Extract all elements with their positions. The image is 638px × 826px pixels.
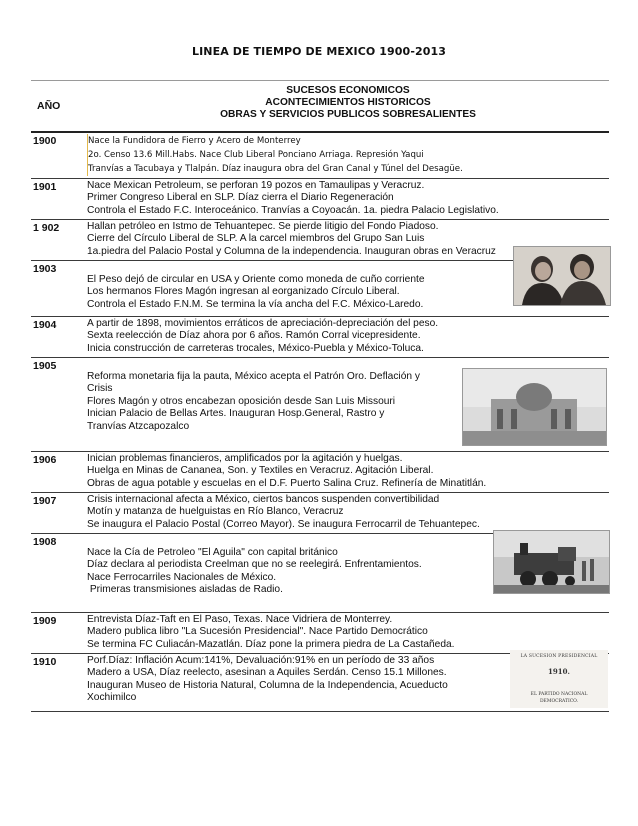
row-year: 1903 bbox=[31, 260, 87, 316]
row-year: 1910 bbox=[31, 653, 87, 711]
book-cover-title: LA SUCESION PRESIDENCIAL bbox=[520, 654, 598, 659]
row-description: El Peso dejó de circular en USA y Oriente como moneda de cuño corriente Los hermanos Flores Magón ingresan al eorganizado Círculo Liberal. Controla el Estado F.N.M. Se termina la vía ancha del F.C. México-Laredo. bbox=[87, 260, 609, 316]
document-title: LINEA DE TIEMPO DE MEXICO 1900-2013 bbox=[192, 45, 446, 58]
row-description: Entrevista Díaz-Taft en El Paso, Texas. Nace Vidriera de Monterrey. Madero publica libro "La Sucesión Presidencial". Nace Partido Democrático Se termina FC Culiacán-Mazatlán. Díaz pone la primera piedra de La Castañeda. bbox=[87, 612, 609, 653]
table-header bbox=[31, 81, 609, 133]
row-year: 1900 bbox=[31, 132, 87, 178]
book-cover-party: EL PARTIDO NACIONAL bbox=[530, 692, 588, 697]
events-column-header: SUCESOS ECONOMICOS ACONTECIMIENTOS HISTORICOS OBRAS Y SERVICIOS PUBLICOS SOBRESALIENTES bbox=[87, 81, 609, 133]
bellas-artes-photo bbox=[462, 368, 607, 446]
row-description: Nace la Cía de Petroleo "El Aguila" con capital británico Díaz declara al periodista Creelman que no se reelegirá. Enfrentamientos. Nace Ferrocarriles Nacionales de México. Primeras transmisiones aisladas de Radio. bbox=[87, 533, 609, 612]
timeline-row-1906 bbox=[31, 451, 609, 492]
row-year: 1901 bbox=[31, 178, 87, 219]
locomotive-photo bbox=[493, 530, 610, 594]
timeline-row-1909 bbox=[31, 612, 609, 653]
timeline-row-1904 bbox=[31, 316, 609, 357]
row-year: 1904 bbox=[31, 316, 87, 357]
row-year: 1908 bbox=[31, 533, 87, 612]
row-description: Hallan petróleo en Istmo de Tehuantepec. Se pierde litigio del Fondo Piadoso. Cierre del Círculo Liberal de SLP. A la carcel miembros del Grupo San Luis 1a.piedra del Palacio Postal y Columna de la independencia. Inauguran obras en Veracruz bbox=[87, 219, 609, 260]
timeline-row-1901 bbox=[31, 178, 609, 219]
row-year: 1909 bbox=[31, 612, 87, 653]
row-description: Inician problemas financieros, amplificados por la agitación y huelgas. Huelga en Minas de Cananea, Son. y Textiles en Veracruz. Agitación Liberal. Obras de agua potable y escuelas en el D.F. Puerto Salina Cruz. Refinería de Minatitlán. bbox=[87, 451, 609, 492]
row-description: Reforma monetaria fija la pauta, México acepta el Patrón Oro. Deflación y Crisis Flores Magón y otros encabezan oposición desde San Luis Missouri Inician Palacio de Bellas Artes. Inauguran Hosp.General, Rastro y Tranvías Atzcapozalco bbox=[87, 357, 609, 451]
book-cover-party-2: DEMOCRATICO. bbox=[539, 699, 579, 704]
timeline-row-1900 bbox=[31, 132, 609, 178]
row-description: Nace la Fundidora de Fierro y Acero de Monterrey 2o. Censo 13.6 Mill.Habs. Nace Club Liberal Ponciano Arriaga. Represión Yaqui Tranvías a Tacubaya y Tlalpán. Díaz inaugura obra del Gran Canal y Túnel del Desagüe. bbox=[87, 132, 609, 178]
row-year: 1907 bbox=[31, 492, 87, 533]
row-year: 1905 bbox=[31, 357, 87, 451]
book-cover-year: 1910. bbox=[548, 667, 570, 676]
row-description: Crisis internacional afecta a México, ciertos bancos suspenden convertibilidad Motín y matanza de huelguistas en Río Blanco, Veracruz Se inaugura el Palacio Postal (Correo Mayor). Se inaugura Ferrocarril de Tehuantepec. bbox=[87, 492, 609, 533]
year-column-header: AÑO bbox=[31, 81, 87, 133]
row-description: Nace Mexican Petroleum, se perforan 19 pozos en Tamaulipas y Veracruz. Primer Congreso Liberal en SLP. Díaz cierra el Diario Regeneración Controla el Estado F.C. Interoceánico. Tranvías a Coyoacán. 1a. piedra Palacio Legislativo. bbox=[87, 178, 609, 219]
flores-magon-photo bbox=[513, 246, 611, 306]
timeline-row-1907 bbox=[31, 492, 609, 533]
row-description: Porf.Díaz: Inflación Acum:141%, Devaluación:91% en un período de 33 años Madero a USA, Díaz reelecto, asesinan a Aquiles Serdán. Censo 15.1 Millones. Inauguran Museo de Historia Natural, Columna de la Independencia, Acueducto Xochimilco bbox=[87, 653, 609, 711]
book-cover-image bbox=[510, 650, 608, 708]
row-year: 1 902 bbox=[31, 219, 87, 260]
row-year: 1906 bbox=[31, 451, 87, 492]
row-description: A partir de 1898, movimientos erráticos de apreciación-depreciación del peso. Sexta reelección de Díaz ahora por 6 años. Ramón Corral vicepresidente. Inicia construcción de carreteras trocales, México-Puebla y México-Toluca. bbox=[87, 316, 609, 357]
